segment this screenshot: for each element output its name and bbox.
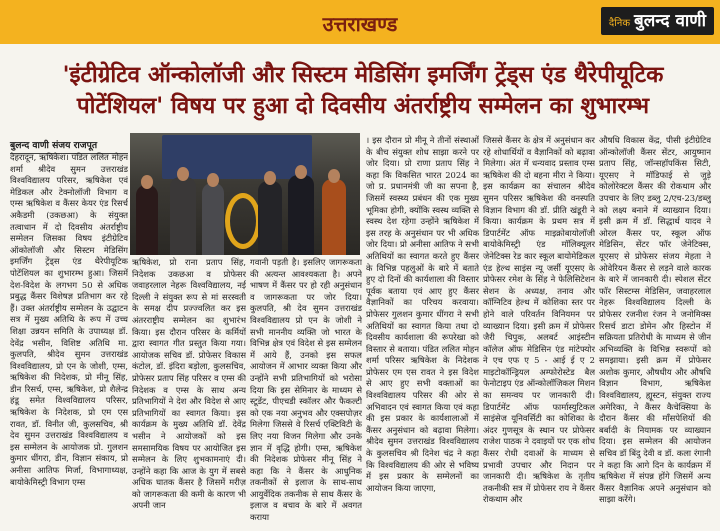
article-column-3: गवानी पड़ती है। इसलिए जागरूकता की अत्यन्त आवश्यकता है। अपने भाषण में कैंसर पर हो रही अनुसंधान व जागरूकता पर जोर दिया। कुलपति, श्री देव सुमन उत्तराखंड विश्वविद्यालय प्रो एन के जोशी ने सभी माननीय व्यक्ति जो भारत के विभिन्न क्षेत्र एवं विदेश से इस सम्मेलन में आये हैं, उनको इस सफल आयोजन में आभार व्यक्त किया और उन्होंने सभी प्रतिभागियों को भरोसा दिया कि इस सेमिनार के माध्यम से स्टूडेंट, पीएचडी स्कॉलर और फैकल्टी को एक नया अनुभव और एक्सपोज़र मिलेगा जिससे वे रिसर्च एक्टिविटी के लिए नया विजन मिलेगा और उनके ज्ञान में वृद्धि होगी। एम्स, ऋषिकेश की निदेशक प्रोफेसर मीनू सिंह ने कहा कि ने कैंसर के आधुनिक तकनीकों से इलाज के साथ-साथ आयुर्वेदिक तकनीक से साथ कैंसर के इलाज व बचाव के बारे में अवगत कराया — [250, 257, 362, 523]
article-column-4: । इस दौरान प्रो मीनू ने तीनों संस्थाओं के बीच संयुक्त शोध साझा करने पर जोर दिया। प्रो राणा प्रताप सिंह ने कहा कि विकसित भारत 2024 का जो प्र. प्रधानमंत्री जी का सपना है, जिसमें स्वस्थ्य प्रबंधन की एक मुख्य भूमिका होगी, क्योंकि स्वस्थ व्यक्ति से स्वस्थ देश रहेगा उन्होंने ऋषिकेश में इस तरह के अनुसंधान पर भी अधिक जोर दिया। प्रो अनीसा आतिफ ने सभी अतिथियों का स्वागत करते हुए कैंसर के विभिन्न पहलुओं के बारे में बताते हुए दो दिनों की कार्यशाला की विस्तार पूर्वक बताया एवं आए हुए कैंसर वैज्ञानिकों का परिचय करवाया। प्रोफेसर गुलशन कुमार धींगरा ने सभी अतिथियों का स्वागत किया तथा दो दिवसीय कार्यशाला की रूपरेखा को विस्तार से बताया। पंडित ललित मोहन शर्मा परिसर ऋषिकेश के निदेशक प्रोफेसर एम एस रावत ने इस विदेश से आए हुए सभी वक्ताओं का विश्वविद्यालय परिसर की ओर से अभिवादन एवं स्वागत किया एवं कहा की इस प्रकार के कार्यशालाओं में कैंसर अनुसंधान को बढ़ावा मिलेगा। श्रीदेव सुमन उत्तराखंड विश्वविद्यालय के कुलसचिव श्री दिनेश चंद्र ने कहा कि विश्वविद्यालय की ओर से भविष्य में इस प्रकार के सम्मेलनों का आयोजन किया जाएगा, — [366, 135, 479, 493]
event-photo — [130, 133, 360, 255]
page-header — [0, 0, 720, 44]
newspaper-name: बुलन्द वाणी — [634, 11, 706, 31]
article-byline: बुलन्द वाणी संजय राजपूत — [10, 138, 128, 154]
article-column-5: जिससे कैंसर के क्षेत्र में अनुसंधान कर रहे शोधार्थियों व वैज्ञानिकों को बढ़ावा मिलेगा। अंत में धन्यवाद प्रस्ताव एम्स ऋषिकेश की दो बहना मीरा ने किया। इस कार्यक्रम का संचालन श्रीदेव सुमन परिसर ऋषिकेश की वनस्पति विज्ञान विभाग की डॉ. प्रीति खंडूरी ने किया। कार्यक्रम के प्रथम सत्र में डिपार्टमेंट ऑफ माइक्रोबायोलॉजी बायोकेमिस्ट्री एंड मॉलिक्यूलर जेनेटिक्स रेड कार स्कूल बायोमेडिकल एंड हेल्थ साइंस न्यू जर्सी यूएसए के प्रोफेसर रमेश के सिंह ने फेलिसिटेशन सेशन के अध्यक्ष, तनाव और कॉग्निटिव हेल्थ में कोशिका स्तर पर होने वाले परिवर्तन विनियमन पर व्याख्यान दिया। इसी क्रम में प्रोफेसर जैरी चिपुक, अलबर्ट आइंस्टीन कॉलेज ऑफ मेडिसिन एंड मांटेफ्योर ने एच एफ ए 5 - आई ई ए 2 माइटोकॉन्ड्रियल अम्फोरोस्टेड बैल फेनोटाइप एंड ऑन्कोलॉजिकल मिशन का समन्वय पर जानकारी दी। डिपार्टमेंट ऑफ फार्मास्युटिकल साइंसेज यूनिवर्सिटी का कोशिका के अंदर गुणसूत्र के स्थान पर प्रोफेसर राजेश पाठक ने दवाइयों पर एक शोध कैंसर रोधी दवाओं के माध्यम से प्रभावी उपचार और निदान पर जानकारी दी। ऋषिकेश के तृतीय तकनीकी सत्र में प्रोफेसर राय ने कैंसर रोकथाम और — [483, 135, 595, 505]
article-column-2: ऋषिकेश, प्रो राना प्रताप सिंह, निदेशक उकछआ व प्रोफेसर जवाहरलाल नेहरू विश्वविद्यालय, नई दिल्ली ने संयुक्त रूप से मां सरस्वती के समक्ष दीप प्रज्ज्वलित कर इस अंतरराष्ट्रीय सम्मेलन का शुभारंभ किया। इस दौरान परिसर के कर्मियों द्वारा स्वागत गीत प्रस्तुत किया गया। आयोजक सचिव डॉ. प्रोफेसर विकास कंटोल, डॉ. इंदिरा बड़ोला, कुलसचिव, प्रोफेसर प्रताप सिंह परिसर व एम्स की निदेशक व एम्स के साथ अन्य प्रतिभागियों ने देश और विदेश से आए प्रतिभागियों का स्वागत किया। इस कार्यक्रम के मुख्य अतिथि डॉ. देवेंद्र भसीन ने आयोजकों को इस समसामयिक विषय पर आयोजित इस सम्मेलन के लिए शुभकामनाएं दी। उन्होंने कहा कि आज के युग में सबसे अधिक घातक कैंसर है जिसमें मरीज़ को जागरूकता की कमी के कारण भी अपनी जान — [132, 257, 246, 511]
article-headline: 'इंटीग्रेटिव ऑन्कोलॉजी और सिस्टम मेडिसिंग इमर्जिंग ट्रेंड्स एंड थैरेपीयूटिक पोटेंशियल' विषय पर हुआ दो दिवसीय अंतर्राष्ट्रीय सम्मेलन का शुभारम्भ — [62, 62, 664, 119]
newspaper-prefix: दैनिक — [608, 18, 631, 29]
section-title: उत्तराखण्ड — [322, 12, 398, 36]
newspaper-logo — [601, 7, 714, 35]
garland — [225, 193, 261, 249]
article-column-1: देहरादून, ऋषिकेश। पंडित ललित मोहन शर्मा श्रीदेव सुमन उत्तराखंड विश्वविद्यालय परिसर, ऋषिकेश एवं मेडिकल और टेक्नोलॉजी विभाग व एम्स ऋषिकेश व कैंसर केयर एंड रिसर्च अकैडमी (उकछआ) के संयुक्त तत्वाधान में दो दिवसीय अंतर्राष्ट्रीय सम्मेलन जिसका विषय इंटीग्रेटिव ऑकोलॉजी और सिस्टम मेडिसिंग इमर्जिंग ट्रेंड्स एंड थैरेपीयूटिक पोटेंशियल का शुभारम्भ हुआ। जिसमें देश-विदेश के लगभग 50 से अधिक प्रबुद्ध कैंसर विशेषज्ञ प्रतिभाग कर रहे हैं। उक्त अंतर्राष्ट्रीय सम्मेलन के उद्घाटन सत्र में मुख्य अतिथि के रूप में उच्च शिक्षा उन्नयन समिति के उपाध्यक्ष डॉ. देवेंद्र भसीन, विशिष्ट अतिथि मा. कुलपति, श्रीदेव सुमन उत्तराखंड विश्वविद्यालय, प्रो एन के जोशी, एम्स, ऋषिकेश की निदेशक, प्रो मीनू सिंह, डीन रिसर्च, एम्स, ऋषिकेश, प्रो शैलेन्द्र हंडू समेत विश्वविद्यालय परिसर, ऋषिकेश के निदेशक, प्रो एम एस रावत, डॉ. विनीत जी, कुलसचिव, श्री देव सुमन उत्तराखंड विश्वविद्यालय व इस सम्मेलन के आयोजक प्रो. गुलशन कुमार धींगरा, डीन, विज्ञान संकाय, प्रो अनीसा आतिफ मिर्जा, विभागाध्यक्ष, बायोकेमिस्ट्री विभाग एम्स — [10, 152, 128, 487]
article-column-6: औषधि विकास केंद्र, पीसी इंटीग्रेटिव ऑन्कोलॉजी कैंसर सेंटर, आयुष्मान प्रताप सिंह, जॉन्सहॉपकिंस सिटी, यूएसए ने मॉडिफाई से जुड़े कोलोरेक्टल कैंसर की रोकथाम और उपचार के लिए डब्लु 2/एच-23/डब्लु को लक्ष्य बनाने में व्याख्यान दिया। इसी क्रम में डॉ. सिद्धार्थ यादव ने ओरल कैंसर पर, स्कूल ऑफ मेडिसिन, सेंटर फॉर जेनेटिक्स, यूएसए से प्रोफेसर संजय मेहता ने ओवेरियन कैंसर से लड़ने वाले कारक के बारे में जानकारी दी। स्पेशल सेंटर फॉर सिस्टम्स मेडिसिन, जवाहरलाल नेहरू विश्वविद्यालय दिल्ली के प्रोफेसर रजनीश रंजन ने जनोमिक्स रिसर्च डाटा डोमेन और हिस्टोन में सक्रियता प्रतिरोधी के माध्यम से जीन अभिव्यक्ति के विभिन्न स्वरूपों को समझाया। इसी क्रम में प्रोफेसर अशोक कुमार, औषधीय और औषधि विज्ञान विभाग, ऋषिकेश विश्वविद्यालय, ह्यूस्टन, संयुक्त राज्य अमेरिका, ने कैंसर कैचेक्सिया के दौरान कैंसर की माँसपेशियों की बर्बादी के नियामक पर व्याख्यान दिया। इस सम्मेलन की आयोजन सचिव डॉ बिंदु देवी व डॉ. कला रंगानी ने कहा कि आगे दिन के कार्यक्रम में ऋषिकेश में संपन्न होंगे जिसमें अन्य कैंसर वैज्ञानिक अपने अनुसंधान को साझा करेंगे। — [599, 135, 711, 505]
